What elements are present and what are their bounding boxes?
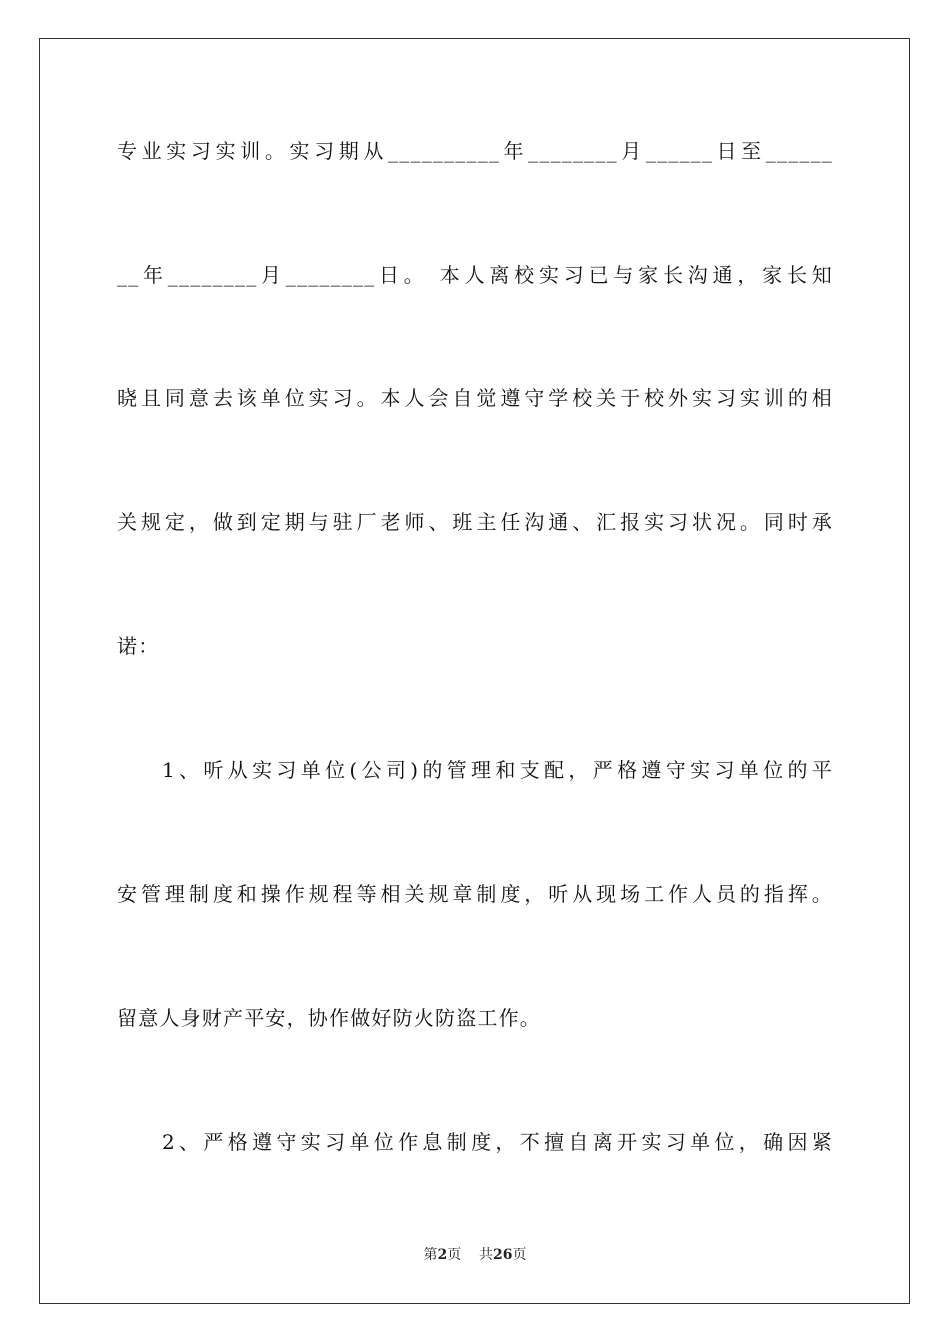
- body-line-1: 专业实习实训。实习期从__________年________月______日至______: [117, 139, 833, 163]
- page-current: 2: [437, 1247, 448, 1263]
- page-suffix: 页: [447, 1247, 462, 1263]
- body-line-2: __年________月________日。 本人离校实习已与家长沟通，家长知: [117, 263, 833, 287]
- page-footer: [0, 1246, 950, 1264]
- list-item-2-line-1: 2、严格遵守实习单位作息制度，不擅自离开实习单位，确因紧: [162, 1130, 833, 1154]
- list-item-1-line-3: 留意人身财产平安，协作做好防火防盗工作。: [117, 1006, 541, 1030]
- total-prefix: 共: [479, 1247, 494, 1263]
- page-prefix: 第: [423, 1247, 438, 1263]
- body-line-5: 诺：: [117, 634, 160, 658]
- page-total: 26: [493, 1247, 513, 1263]
- body-line-4: 关规定，做到定期与驻厂老师、班主任沟通、汇报实习状况。同时承: [117, 510, 833, 534]
- list-item-1-line-1: 1、听从实习单位(公司)的管理和支配，严格遵守实习单位的平: [162, 758, 833, 782]
- total-suffix: 页: [512, 1247, 527, 1263]
- list-item-1-line-2: 安管理制度和操作规程等相关规章制度，听从现场工作人员的指挥。: [117, 882, 833, 906]
- page-border: [39, 38, 910, 1304]
- body-line-3: 晓且同意去该单位实习。本人会自觉遵守学校关于校外实习实训的相: [117, 386, 833, 410]
